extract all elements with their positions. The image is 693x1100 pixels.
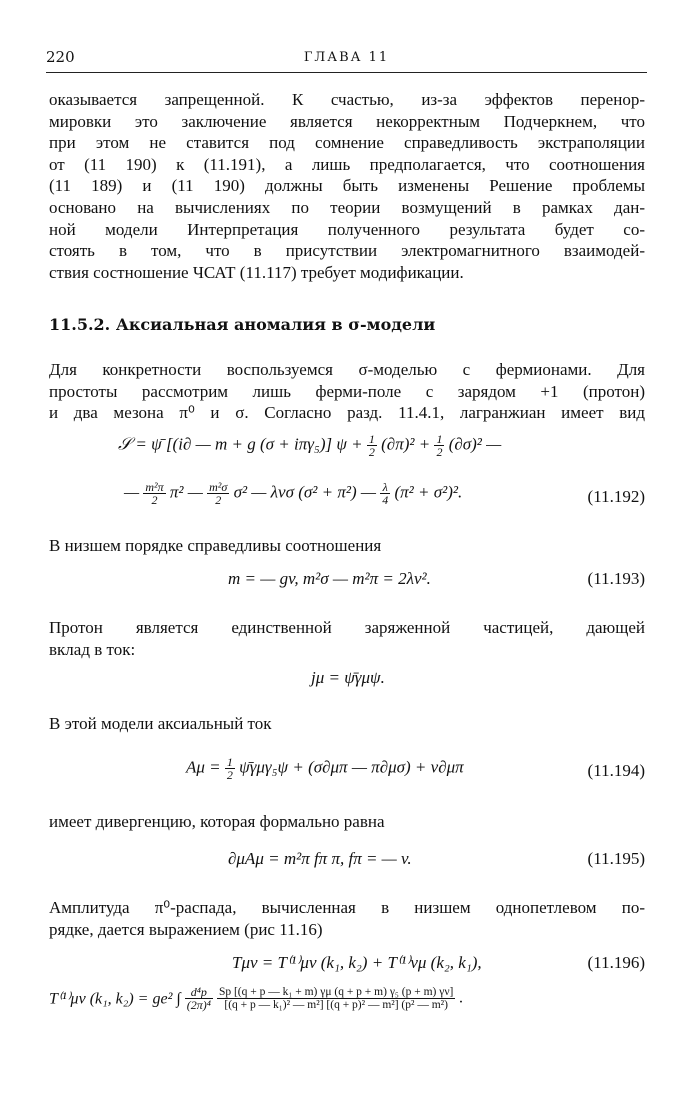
text-line: стоять в том, что в присутствии электромагнитного взаимодей- bbox=[49, 241, 645, 261]
eq-term: (π² + σ²)². bbox=[394, 482, 463, 502]
denominator: 2 bbox=[151, 493, 158, 507]
text-line: вклад в ток: bbox=[49, 639, 136, 659]
denominator: 2 bbox=[226, 768, 233, 782]
fraction-measure bbox=[185, 986, 213, 1011]
equation-number: (11.193) bbox=[587, 569, 645, 588]
text-line: (11 189) и (11 190) должны быть изменены Решение проблемы bbox=[49, 176, 645, 196]
numerator: 1 bbox=[368, 432, 375, 446]
eq-term: 𝒮 = ψ̄ [(i∂ — m + g (σ + iπγ₅)] ψ + bbox=[118, 434, 363, 454]
text-line: рядке, дается выражением (рис 11.16) bbox=[49, 919, 323, 939]
text-line: Амплитуда π⁰-распада, вычисленная в низшем однопетлевом по- bbox=[49, 898, 645, 917]
paragraph-sigma-model bbox=[49, 359, 645, 424]
denominator: 2 bbox=[436, 445, 443, 459]
eq-term: σ² — λvσ (σ² + π²) — bbox=[233, 482, 376, 502]
denominator: 2 bbox=[368, 445, 375, 459]
equation-11-195: ∂μAμ = m²π fπ π, fπ = — v. bbox=[228, 849, 412, 868]
equation-11-193: m = — gv, m²σ — m²π = 2λv². bbox=[228, 569, 431, 588]
denominator: [(q + p — k₁)² — m²] [(q + p)² — m²] (p² — m²) bbox=[224, 999, 448, 1011]
chapter-title: ГЛАВА 11 bbox=[303, 50, 390, 65]
denominator: 4 bbox=[382, 493, 389, 507]
text-line: мировки это заключение является некорректным Подчеркнем, что bbox=[49, 111, 645, 131]
equation-11-192-line1 bbox=[118, 433, 501, 458]
equation-number: (11.196) bbox=[587, 953, 645, 972]
text-axial-current: В этой модели аксиальный ток bbox=[49, 714, 272, 733]
numerator: m²σ bbox=[209, 480, 228, 494]
eq-term: (∂π)² + bbox=[381, 434, 431, 454]
fraction-half bbox=[367, 433, 377, 458]
running-header bbox=[46, 48, 647, 70]
equation-number: (11.194) bbox=[587, 761, 645, 780]
eq-term: . bbox=[459, 989, 464, 1007]
eq-term: π² — bbox=[169, 482, 203, 502]
numerator: λ bbox=[380, 481, 390, 494]
text-lowest-order: В низшем порядке справедливы соотношения bbox=[49, 536, 382, 555]
text-line: и два мезона π⁰ и σ. Согласно разд. 11.4.1, лагранжиан имеет вид bbox=[49, 403, 645, 423]
equation-11-196: Tμν = T⁽¹⁾μν (k₁, k₂) + T⁽¹⁾νμ (k₂, k₁), bbox=[232, 953, 482, 972]
text-line: от (11 190) к (11.191), а лишь предполагается, что соотношения bbox=[49, 154, 645, 174]
text-line: при этом не ставится под сомнение справедливость экстраполяции bbox=[49, 133, 645, 153]
equation-11-192-line2 bbox=[124, 481, 462, 506]
fraction-half bbox=[434, 433, 444, 458]
equation-number: (11.195) bbox=[587, 849, 645, 868]
eq-term: (∂σ)² — bbox=[448, 434, 502, 454]
denominator: 2 bbox=[215, 493, 222, 507]
page-number: 220 bbox=[46, 48, 75, 66]
equation-number: (11.192) bbox=[587, 487, 645, 506]
equation-current: jμ = ψ̄γμψ. bbox=[311, 668, 385, 687]
numerator: d⁴p bbox=[185, 986, 213, 999]
header-rule bbox=[46, 72, 647, 73]
fraction-msigma bbox=[207, 481, 229, 506]
paragraph-renormalization bbox=[49, 89, 645, 283]
text-divergence: имеет дивергенцию, которая формально равна bbox=[49, 812, 385, 831]
paragraph-proton bbox=[49, 617, 645, 660]
text-line: ной модели Интерпретация полученного результата будет со- bbox=[49, 219, 645, 239]
numerator: m²π bbox=[145, 480, 164, 494]
text-line: Протон является единственной заряженной частицей, дающей bbox=[49, 618, 645, 637]
equation-loop-integral bbox=[49, 986, 463, 1011]
text-line: простоты рассмотрим лишь ферми-поле с зарядом +1 (протон) bbox=[49, 381, 645, 401]
section-heading: 11.5.2. Аксиальная аномалия в σ-модели bbox=[49, 315, 436, 334]
text-line: основано на вычислениях по теории возмущений в рамках дан- bbox=[49, 197, 645, 217]
fraction-half bbox=[225, 756, 235, 781]
eq-term: T⁽¹⁾μν (k₁, k₂) = ge² ∫ bbox=[49, 990, 181, 1008]
eq-term: ψ̄γμγ₅ψ + (σ∂μπ — π∂μσ) + v∂μπ bbox=[239, 757, 464, 777]
fraction-integrand bbox=[217, 986, 455, 1011]
text-line: ствия состношение ЧСАТ (11.117) требует модификации. bbox=[49, 262, 464, 282]
eq-term: — bbox=[124, 482, 140, 502]
eq-term: Aμ = bbox=[186, 757, 221, 777]
paragraph-pion-decay bbox=[49, 897, 645, 940]
text-line: оказывается запрещенной. К счастью, из-за эффектов перенор- bbox=[49, 90, 645, 109]
equation-11-194 bbox=[186, 756, 464, 781]
numerator: 1 bbox=[436, 432, 443, 446]
fraction-mpi bbox=[143, 481, 165, 506]
fraction-lambda bbox=[380, 481, 390, 506]
numerator: Sp [(q + p — k₁ + m) γμ (q + p + m) γ₅ (p + m) γν] bbox=[218, 986, 454, 998]
numerator: 1 bbox=[226, 755, 233, 769]
denominator: (2π)⁴ bbox=[186, 998, 211, 1012]
text-line: Для конкретности воспользуемся σ-моделью с фермионами. Для bbox=[49, 360, 645, 379]
